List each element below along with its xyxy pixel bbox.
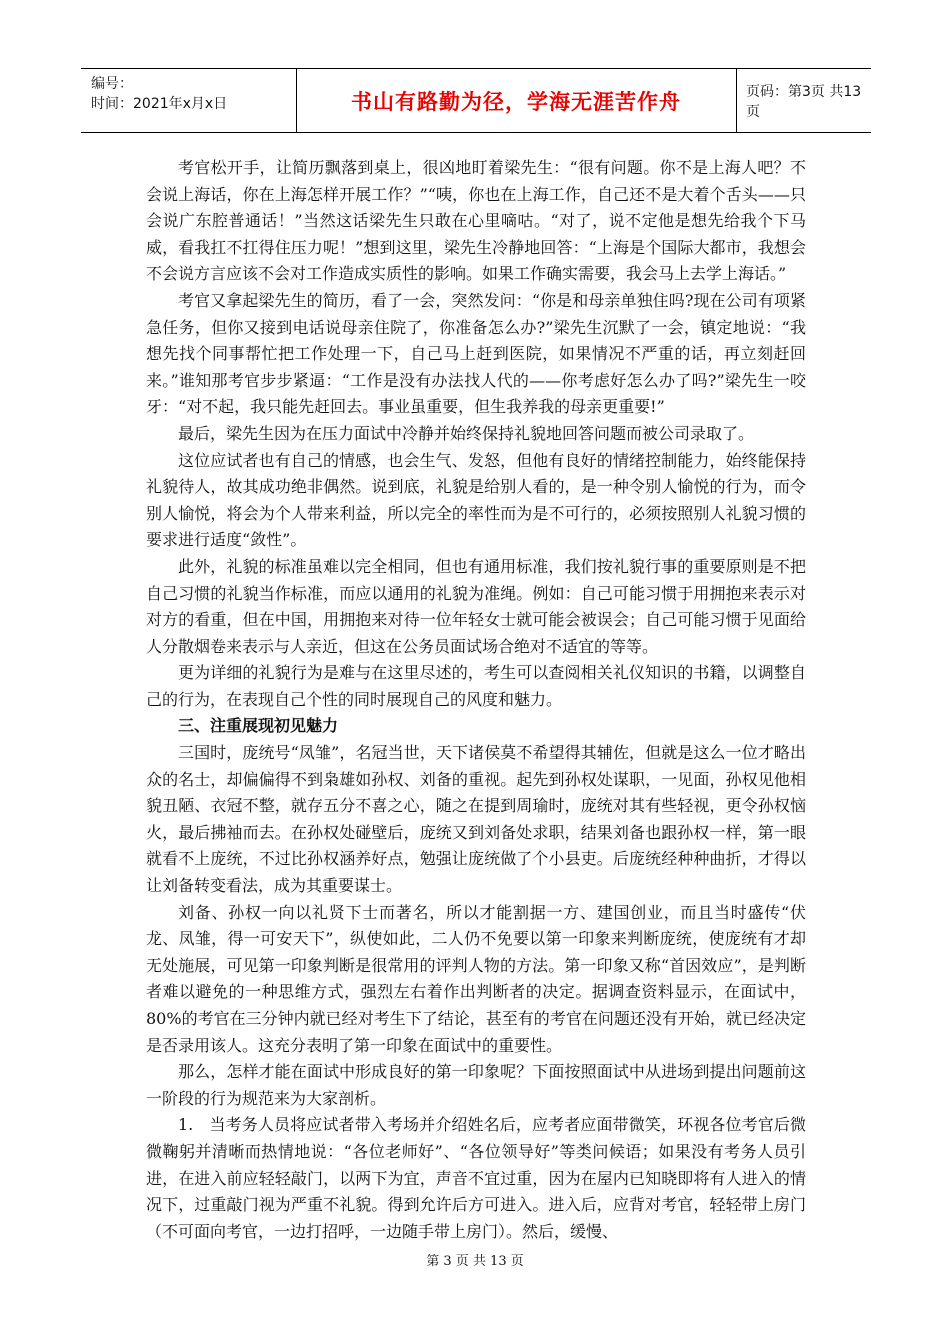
body-paragraph: 那么，怎样才能在面试中形成良好的第一印象呢？下面按照面试中从进场到提出问题前这一阶段的行为规范来为大家剖析。 xyxy=(146,1062,806,1108)
page-header xyxy=(81,68,871,133)
document-time-label: 时间：2021年x月x日 xyxy=(91,96,228,112)
body-paragraph: 此外，礼貌的标准虽难以完全相同，但也有通用标准，我们按礼貌行事的重要原则是不把自己习惯的礼貌当作标准，而应以通用的礼貌为准绳。例如：自己可能习惯于用拥抱来表示对对方的看重，但在中国，用拥抱来对待一位年轻女士就可能会被误会；自己可能习惯于见面给人分散烟卷来表示与人亲近，但这在公务员面试场合绝对不适宜的等等。 xyxy=(146,556,806,656)
body-paragraph: 考官松开手，让简历飘落到桌上，很凶地盯着梁先生：“很有问题。你不是上海人吧？不会说上海话，你在上海怎样开展工作？”“咦，你也在上海工作，自己还不是大着个舌头——只会说广东腔普通话！”当然这话梁先生只敢在心里嘀咕。“对了，说不定他是想先给我个下马威，看我扛不扛得住压力呢！”想到这里，梁先生冷静地回答：“上海是个国际大都市，我想会不会说方言应该不会对工作造成实质性的影响。如果工作确实需要，我会马上去学上海话。” xyxy=(146,158,806,284)
body-paragraph: 考官又拿起梁先生的简历，看了一会，突然发问：“你是和母亲单独住吗?现在公司有项紧急任务，但你又接到电话说母亲住院了，你准备怎么办?”梁先生沉默了一会，镇定地说：“我想先找个同事帮忙把工作处理一下，自己马上赶到医院，如果情况不严重的话，再立刻赶回来。”谁知那考官步步紧逼：“工作是没有办法找人代的——你考虑好怎么办了吗?”梁先生一咬牙：“对不起，我只能先赶回去。事业虽重要，但生我养我的母亲更重要!” xyxy=(146,290,806,417)
body-paragraph: 这位应试者也有自己的情感，也会生气、发怒，但他有良好的情绪控制能力，始终能保持礼貌待人，故其成功绝非偶然。说到底，礼貌是给别人看的，是一种令别人愉悦的行为，而令别人愉悦，将会为个人带来利益，所以完全的率性而为是不可行的，必须按照别人礼貌习惯的要求进行适度“敛性”。 xyxy=(146,450,806,550)
document-number-label: 编号： xyxy=(91,76,133,92)
body-paragraph: 最后，梁先生因为在压力面试中冷静并始终保持礼貌地回答问题而被公司录取了。 xyxy=(178,423,755,443)
body-paragraph: 三国时，庞统号“凤雏”，名冠当世，天下诸侯莫不希望得其辅佐，但就是这么一位才略出众的名士，却偏偏得不到枭雄如孙权、刘备的重视。起先到孙权处谋职，一见面，孙权见他相貌丑陋、衣冠不整，就存五分不喜之心，随之在提到周瑜时，庞统对其有些轻视，更令孙权恼火，最后拂袖而去。在孙权处碰壁后，庞统又到刘备处求职，结果刘备也跟孙权一样，第一眼就看不上庞统，不过比孙权涵养好点，勉强让庞统做了个小县吏。后庞统经种种曲折，才得以让刘备转变看法，成为其重要谋士。 xyxy=(146,743,806,896)
header-page-cell xyxy=(736,69,871,132)
body-paragraph: 1. 当考务人员将应试者带入考场并介绍姓名后，应考者应面带微笑，环视各位考官后微微鞠躬并清晰而热情地说：“各位老师好”、“各位领导好”等类问候语；如果没有考务人员引进，在进入前应轻轻敲门，以两下为宜，声音不宜过重，因为在屋内已知晓即将有人进入的情况下，过重敲门视为严重不礼貌。得到允许后方可进入。进入后，应背对考官，轻轻带上房门（不可面向考官，一边打招呼，一边随手带上房门）。然后，缓慢、 xyxy=(146,1115,806,1241)
body-paragraph: 刘备、孙权一向以礼贤下士而著名，所以才能割据一方、建国创业，而且当时盛传“伏龙、凤雏，得一可安天下”，纵使如此，二人仍不免要以第一印象来判断庞统，使庞统有才却无处施展，可见第一印象判断是很常用的评判人物的方法。第一印象又称“首因效应”，是判断者难以避免的一种思维方式，强烈左右着作出判断者的决定。据调查资料显示，在面试中，80%的考官在三分钟内就已经对考生下了结论，甚至有的考官在问题还没有开始，就已经决定是否录用该人。这充分表明了第一印象在面试中的重要性。 xyxy=(146,902,806,1055)
section-heading: 三、注重展现初见魅力 xyxy=(178,716,339,736)
header-motto: 书山有路勤为径，学海无涯苦作舟 xyxy=(351,89,681,114)
header-motto-cell xyxy=(296,69,737,132)
document-body xyxy=(146,155,806,1245)
page-footer: 第 3 页 共 13 页 xyxy=(426,1254,524,1269)
header-page-label: 页码：第3页 共13页 xyxy=(746,83,862,120)
header-info-cell xyxy=(81,69,297,132)
body-paragraph: 更为详细的礼貌行为是难与在这里尽述的，考生可以查阅相关礼仪知识的书籍，以调整自己的行为，在表现自己个性的同时展现自己的风度和魅力。 xyxy=(146,663,806,709)
